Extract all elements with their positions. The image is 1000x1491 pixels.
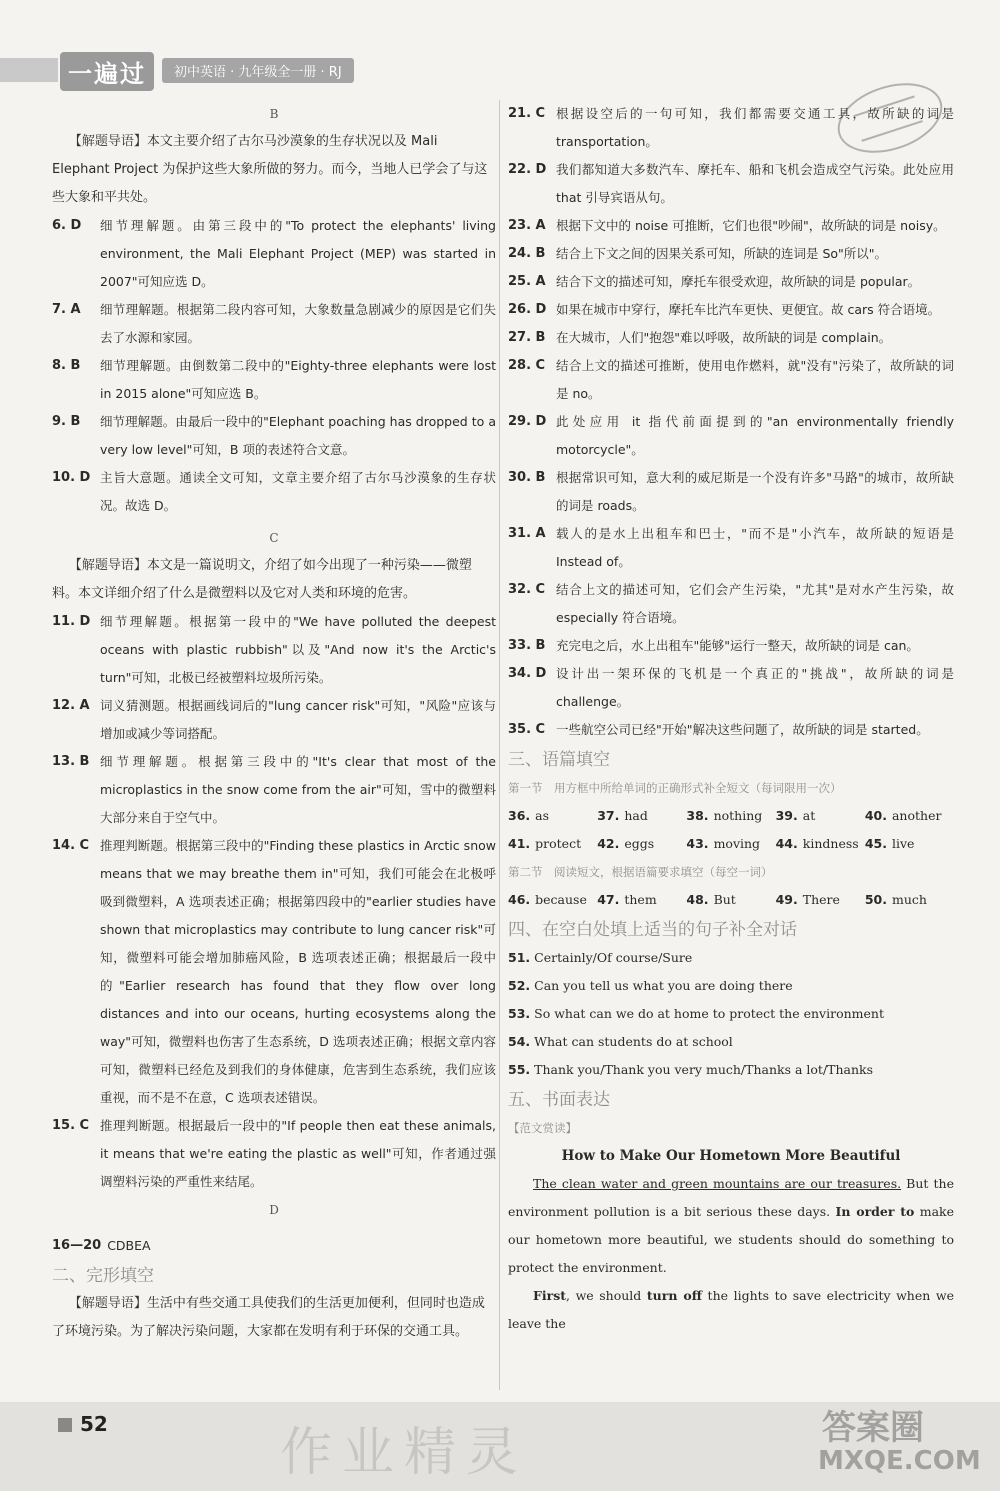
answer-number: 11. D	[52, 614, 91, 629]
answer-number: 28. C	[508, 358, 546, 373]
answer-number: 51.	[508, 950, 531, 965]
answer-cell	[597, 886, 686, 914]
answer-item	[508, 156, 954, 212]
answer-number: 39.	[775, 808, 798, 823]
answer-explanation: 根据常识可知，意大利的威尼斯是一个没有许多"马路"的城市，故所缺的词是 roads。	[556, 470, 954, 513]
essay-text: But the environment pollution is a bit serious these days.	[508, 1176, 954, 1219]
essay-bold-phrase: First	[533, 1288, 567, 1303]
answer-number: 32. C	[508, 582, 546, 597]
page-header	[0, 52, 400, 88]
answer-item	[52, 408, 496, 464]
answer-cell	[508, 886, 597, 914]
answer-item	[508, 212, 954, 240]
answer-item	[52, 1112, 496, 1196]
header-band	[0, 58, 58, 82]
answer-item	[52, 608, 496, 692]
answer-number: 22. D	[508, 162, 547, 177]
answer-item	[52, 352, 496, 408]
answer-explanation: 词义猜测题。根据画线词后的"lung cancer risk"可知，"风险"应该与增加或减少等词搭配。	[100, 698, 496, 741]
answer-number: 13. B	[52, 754, 90, 769]
column-divider	[499, 100, 500, 1390]
essay-text: make our hometown more beautiful, we students should do something to protect the environment.	[508, 1204, 954, 1275]
dialog-answer	[508, 972, 954, 1000]
answer-number: 38.	[686, 808, 709, 823]
answer-text: at	[802, 808, 816, 823]
answer-number: 15. C	[52, 1118, 90, 1133]
answer-explanation: 充完电之后，水上出租车"能够"运行一整天，故所缺的词是 can。	[556, 638, 919, 653]
answer-number: 29. D	[508, 414, 547, 429]
answer-item	[52, 692, 496, 748]
answer-list-c	[52, 608, 496, 1196]
answer-cell	[686, 802, 775, 830]
answer-item	[508, 632, 954, 660]
answer-cell	[597, 830, 686, 858]
section-letter-b: B	[269, 107, 279, 121]
answer-explanation: 推理判断题。根据第三段中的"Finding these plastics in Arctic snow means that we may breathe them in"可知，我们可能会在北极呼吸到微塑料，A 选项表述正确；根据第四段中的"earlier studies have shown that microplastics may contribute to lung cancer risk"可知，微塑料可能会增加肺癌风险，B 选项表述正确；根据最后一段中的"Earlier research has found that they flow over long distances and into our oceans, hurting ecosystems along the way"可知，微塑料也伤害了生态系统，D 选项表述正确；根据文章内容可知，微塑料已经危及到我们的身体健康，危害到生态系统，我们应该重视，而不是不在意，C 选项表述错误。	[100, 838, 496, 1105]
answer-text: moving	[713, 836, 761, 851]
dialog-answer	[508, 1000, 954, 1028]
answer-number: 43.	[686, 836, 709, 851]
dialog-answer	[508, 944, 954, 972]
guide-tag: 【解题导语】	[68, 558, 147, 573]
answer-text: Thank you/Thank you very much/Thanks a lot/Thanks	[534, 1062, 874, 1077]
page-number: 52	[80, 1412, 108, 1436]
answer-item	[508, 464, 954, 520]
answer-number: 10. D	[52, 470, 91, 485]
essay-paragraph	[508, 1170, 954, 1282]
answer-cell	[776, 886, 865, 914]
answer-cell	[776, 802, 865, 830]
answer-text: What can students do at school	[534, 1034, 733, 1049]
essay-text: The clean water and green mountains are our treasures.	[533, 1176, 902, 1191]
book-logo: 一遍过	[60, 52, 154, 91]
answer-text: another	[891, 808, 942, 823]
answer-number: 50.	[864, 892, 887, 907]
answer-number: 55.	[508, 1062, 531, 1077]
answer-number: 26. D	[508, 302, 547, 317]
answer-item	[508, 240, 954, 268]
essay-paragraph	[508, 1282, 954, 1338]
answer-number: 7. A	[52, 302, 81, 317]
answer-number: 40.	[864, 808, 887, 823]
sub-heading: 第一节 用方框中所给单词的正确形式补全短文（每词限用一次）	[508, 781, 842, 795]
answer-text: live	[891, 836, 915, 851]
answer-text: because	[535, 892, 587, 907]
answer-text: Certainly/Of course/Sure	[534, 950, 693, 965]
answer-number: 52.	[508, 978, 531, 993]
answer-explanation: 细节理解题。由倒数第二段中的"Eighty-three elephants were lost in 2015 alone"可知应选 B。	[100, 358, 496, 401]
watermark: 作业精灵	[280, 1423, 529, 1483]
answer-number: 47.	[597, 892, 620, 907]
answer-explanation: 主旨大意题。通读全文可知，文章主要介绍了古尔马沙漠象的生存状况。故选 D。	[100, 470, 496, 513]
answer-number: 23. A	[508, 218, 546, 233]
answer-item	[508, 324, 954, 352]
answer-explanation: 如果在城市中穿行，摩托车比汽车更快、更便宜。故 cars 符合语境。	[556, 302, 941, 317]
answer-cell	[508, 802, 597, 830]
answer-number: 30. B	[508, 470, 546, 485]
guide-text: 生活中有些交通工具使我们的生活更加便利，但同时也造成了环境污染。为了解决污染问题，大家都在发明有利于环保的交通工具。	[52, 1296, 485, 1339]
answer-cell	[686, 830, 775, 858]
answer-explanation: 细节理解题。根据第三段中的"It's clear that most of the microplastics in the snow come from the air"可知，雪中的微塑料大部分来自于空气中。	[100, 754, 496, 825]
answer-text: There	[802, 892, 840, 907]
dialog-answer	[508, 1056, 954, 1084]
section-letter-c: C	[269, 531, 279, 545]
answer-number: 35. C	[508, 722, 546, 737]
answer-number: 45.	[864, 836, 887, 851]
answer-number: 42.	[597, 836, 620, 851]
answer-list-b	[52, 212, 496, 520]
answer-text: eggs	[624, 836, 655, 851]
answer-item	[508, 296, 954, 324]
section-letter-d: D	[269, 1203, 279, 1217]
answer-number: 14. C	[52, 838, 90, 853]
answer-explanation: 细节理解题。由第三段中的"To protect the elephants' living environment, the Mali Elephant Project (MEP) was started in 2007"可知应选 D。	[100, 218, 496, 289]
answer-explanation: 在大城市，人们"抱怨"难以呼吸，故所缺的词是 complain。	[556, 330, 892, 345]
site-logo: 答案圈	[822, 1408, 924, 1448]
answer-number: 37.	[597, 808, 620, 823]
essay-title: How to Make Our Hometown More Beautiful	[561, 1148, 901, 1164]
essay-bold-phrase: turn off	[646, 1288, 702, 1303]
answer-item	[52, 464, 496, 520]
essay-text: , we should	[566, 1288, 647, 1303]
section-heading: 三、语篇填空	[508, 750, 610, 770]
answer-item	[508, 352, 954, 408]
guide-text: 本文是一篇说明文，介绍了如今出现了一种污染——微塑料。本文详细介绍了什么是微塑料以及它对人类和环境的危害。	[52, 558, 472, 601]
answer-number: 44.	[775, 836, 798, 851]
answer-row	[508, 802, 954, 830]
answer-row	[508, 830, 954, 858]
answer-text: had	[624, 808, 648, 823]
answer-explanation: 推理判断题。根据最后一段中的"If people then eat these animals, it means that we're eating the plastic as well"可知，作者通过强调塑料污染的严重性来结尾。	[100, 1118, 496, 1189]
essay-bold-phrase: In order to	[835, 1204, 915, 1219]
answer-text: them	[624, 892, 657, 907]
answer-number: 31. A	[508, 526, 546, 541]
book-subtitle: 初中英语 · 九年级全一册 · RJ	[162, 58, 354, 83]
answer-number: 12. A	[52, 698, 90, 713]
answer-text: protect	[535, 836, 582, 851]
answer-number: 25. A	[508, 274, 546, 289]
answer-text: nothing	[713, 808, 763, 823]
answer-cell	[508, 830, 597, 858]
answer-text: But	[713, 892, 736, 907]
answer-number: 8. B	[52, 358, 81, 373]
answer-cell	[865, 830, 954, 858]
answer-text: Can you tell us what you are doing there	[534, 978, 793, 993]
answer-number: 16—20	[52, 1238, 102, 1253]
answer-explanation: 细节理解题。根据第一段中的"We have polluted the deepest oceans with plastic rubbish"以及"And now it's the Arctic's turn"可知，北极已经被塑料垃圾所污染。	[100, 614, 496, 685]
guide-b	[52, 128, 496, 212]
answer-explanation: 我们都知道大多数汽车、摩托车、船和飞机会造成空气污染。此处应用 that 引导宾语从句。	[556, 162, 954, 205]
answer-number: 49.	[775, 892, 798, 907]
essay-text: the lights to save electricity when we leave the	[508, 1288, 954, 1331]
left-column	[52, 100, 496, 1346]
answer-list-cloze	[508, 100, 954, 744]
guide-tag: 【解题导语】	[68, 1296, 147, 1311]
answer-explanation: 结合上下文之间的因果关系可知，所缺的连词是 So"所以"。	[556, 246, 888, 261]
dialog-answer	[508, 1028, 954, 1056]
section-heading: 四、在空白处填上适当的句子补全对话	[508, 920, 797, 940]
model-tag: 【范文赏读】	[508, 1121, 577, 1135]
answer-cell	[865, 802, 954, 830]
answer-item	[508, 660, 954, 716]
answer-text: CDBEA	[107, 1238, 151, 1253]
answer-text: So what can we do at home to protect the environment	[534, 1006, 884, 1021]
answer-explanation: 结合下文的描述可知，摩托车很受欢迎，故所缺的词是 popular。	[556, 274, 921, 289]
answer-number: 46.	[508, 892, 531, 907]
answer-number: 36.	[508, 808, 531, 823]
answer-number: 24. B	[508, 246, 546, 261]
answer-number: 41.	[508, 836, 531, 851]
guide-tag: 【解题导语】	[68, 134, 147, 149]
answer-explanation: 此处应用 it 指代前面提到的"an environmentally friendly motorcycle"。	[556, 414, 954, 457]
right-column	[508, 100, 954, 1338]
answer-item	[508, 576, 954, 632]
answer-explanation: 载人的是水上出租车和巴士，"而不是"小汽车，故所缺的短语是 Instead of。	[556, 526, 954, 569]
answer-explanation: 设计出一架环保的飞机是一个真正的"挑战"，故所缺的词是 challenge。	[556, 666, 954, 709]
answer-number: 48.	[686, 892, 709, 907]
sub-heading: 第二节 阅读短文，根据语篇要求填空（每空一词）	[508, 865, 773, 879]
page-marker-icon	[58, 1418, 72, 1432]
answer-item	[52, 1232, 496, 1260]
section-heading: 五、书面表达	[508, 1090, 610, 1110]
answer-number: 34. D	[508, 666, 547, 681]
answer-item	[508, 716, 954, 744]
answer-item	[508, 268, 954, 296]
answer-explanation: 结合上文的描述可知，它们会产生污染，"尤其"是对水产生污染，故 especially 符合语境。	[556, 582, 954, 625]
answer-number: 53.	[508, 1006, 531, 1021]
guide-c	[52, 552, 496, 608]
answer-row	[508, 886, 954, 914]
answer-item	[52, 212, 496, 296]
answer-explanation: 细节理解题。根据第二段内容可知，大象数量急剧减少的原因是它们失去了水源和家园。	[100, 302, 496, 345]
answer-cell	[865, 886, 954, 914]
dialog-answer-list	[508, 944, 954, 1084]
guide-cloze	[52, 1290, 496, 1346]
answer-item	[52, 296, 496, 352]
answer-number: 9. B	[52, 414, 81, 429]
guide-text: 本文主要介绍了古尔马沙漠象的生存状况以及 Mali Elephant Project 为保护这些大象所做的努力。而今，当地人已学会了与这些大象和平共处。	[52, 134, 488, 205]
answer-item	[52, 748, 496, 832]
answer-explanation: 结合上文的描述可推断，使用电作燃料，就"没有"污染了，故所缺的词是 no。	[556, 358, 954, 401]
answer-number: 27. B	[508, 330, 546, 345]
answer-cell	[686, 886, 775, 914]
section-heading: 二、完形填空	[52, 1266, 154, 1286]
answer-text: as	[535, 808, 550, 823]
answer-number: 6. D	[52, 218, 82, 233]
answer-text: kindness	[802, 836, 859, 851]
answer-number: 21. C	[508, 106, 546, 121]
answer-item	[508, 520, 954, 576]
answer-item	[52, 832, 496, 1112]
answer-cell	[597, 802, 686, 830]
answer-explanation: 细节理解题。由最后一段中的"Elephant poaching has dropped to a very low level"可知，B 项的表述符合文意。	[100, 414, 496, 457]
answer-cell	[776, 830, 865, 858]
answer-explanation: 根据设空后的一句可知，我们都需要交通工具，故所缺的词是 transportation。	[556, 106, 954, 149]
answer-number: 54.	[508, 1034, 531, 1049]
answer-number: 33. B	[508, 638, 546, 653]
answer-item	[508, 100, 954, 156]
answer-explanation: 根据下文中的 noise 可推断，它们也很"吵闹"，故所缺的词是 noisy。	[556, 218, 946, 233]
answer-explanation: 一些航空公司已经"开始"解决这些问题了，故所缺的词是 started。	[556, 722, 929, 737]
answer-item	[508, 408, 954, 464]
site-url: MXQE.COM	[818, 1446, 981, 1476]
answer-text: much	[891, 892, 927, 907]
